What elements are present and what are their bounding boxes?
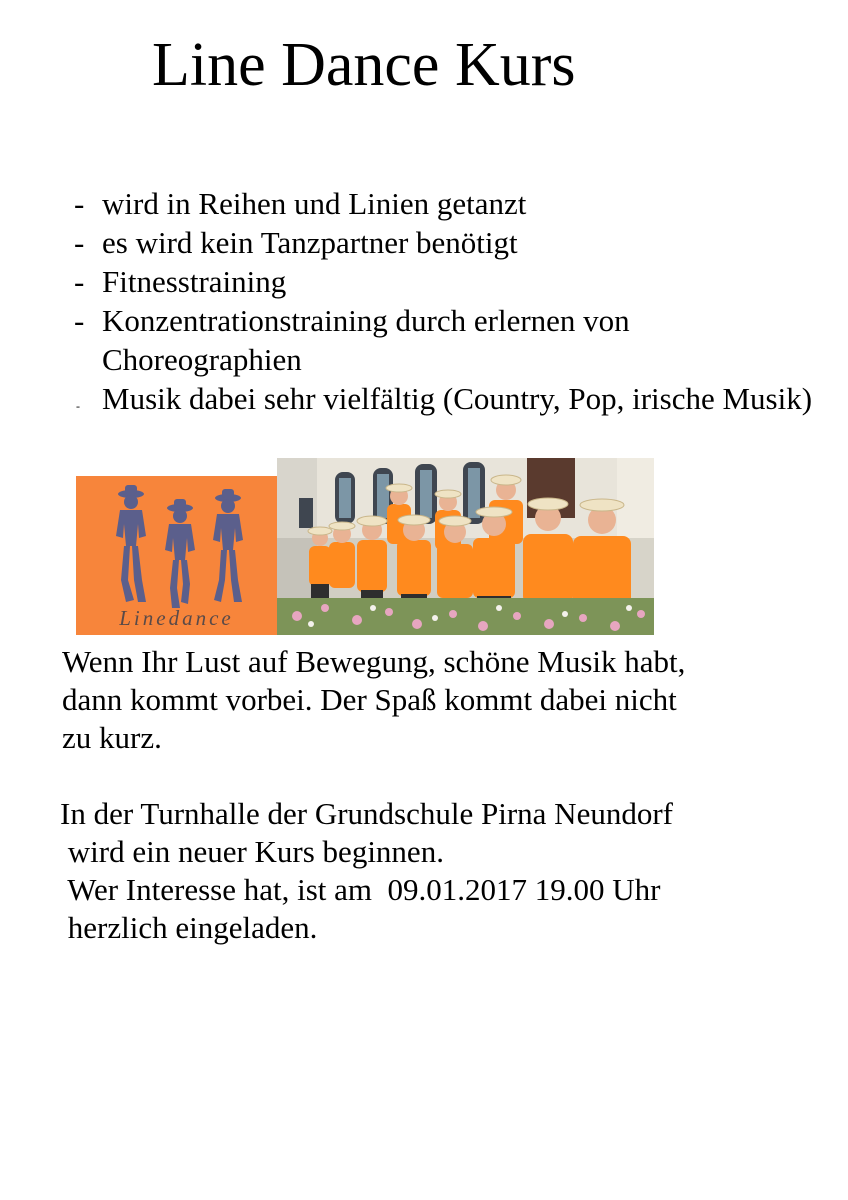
bullet-dash: - xyxy=(74,264,85,299)
logo-label: Linedance xyxy=(119,606,234,630)
bullet-dash: - xyxy=(74,303,85,338)
location-paragraph xyxy=(60,795,820,947)
list-item-text: Musik dabei sehr vielfältig (Country, Pop, irische Musik) xyxy=(102,381,813,416)
list-item-text: es wird kein Tanzpartner benötigt xyxy=(102,225,518,260)
list-item xyxy=(74,262,814,301)
bullet-dash: - xyxy=(74,225,85,260)
list-item xyxy=(74,223,814,262)
paragraph-line: zu kurz. xyxy=(62,720,162,755)
paragraph-line: herzlich eingeladen. xyxy=(60,910,318,945)
paragraph-line: dann kommt vorbei. Der Spaß kommt dabei nicht xyxy=(62,682,677,717)
list-item xyxy=(74,184,814,223)
invitation-paragraph xyxy=(62,643,822,757)
paragraph-line: In der Turnhalle der Grundschule Pirna Neundorf xyxy=(60,796,673,831)
paragraph-line: wird ein neuer Kurs beginnen. xyxy=(60,834,444,869)
list-item-text: wird in Reihen und Linien getanzt xyxy=(102,186,527,221)
group-photo xyxy=(277,458,654,635)
list-item xyxy=(74,301,814,379)
linedance-logo xyxy=(76,476,277,635)
bullet-dash: - xyxy=(74,186,85,221)
paragraph-line: Wer Interesse hat, ist am 09.01.2017 19.00 Uhr xyxy=(60,872,661,907)
list-item xyxy=(74,379,814,418)
paragraph-line: Wenn Ihr Lust auf Bewegung, schöne Musik habt, xyxy=(62,644,686,679)
page-title: Line Dance Kurs xyxy=(152,31,576,99)
image-strip xyxy=(76,458,654,635)
list-item-text: Fitnesstraining xyxy=(102,264,287,299)
feature-list xyxy=(74,184,814,418)
group-photo-icon xyxy=(277,458,654,635)
list-item-text: Konzentrationstraining durch erlernen von Choreographien xyxy=(102,303,630,377)
bullet-dash: - xyxy=(76,399,80,413)
